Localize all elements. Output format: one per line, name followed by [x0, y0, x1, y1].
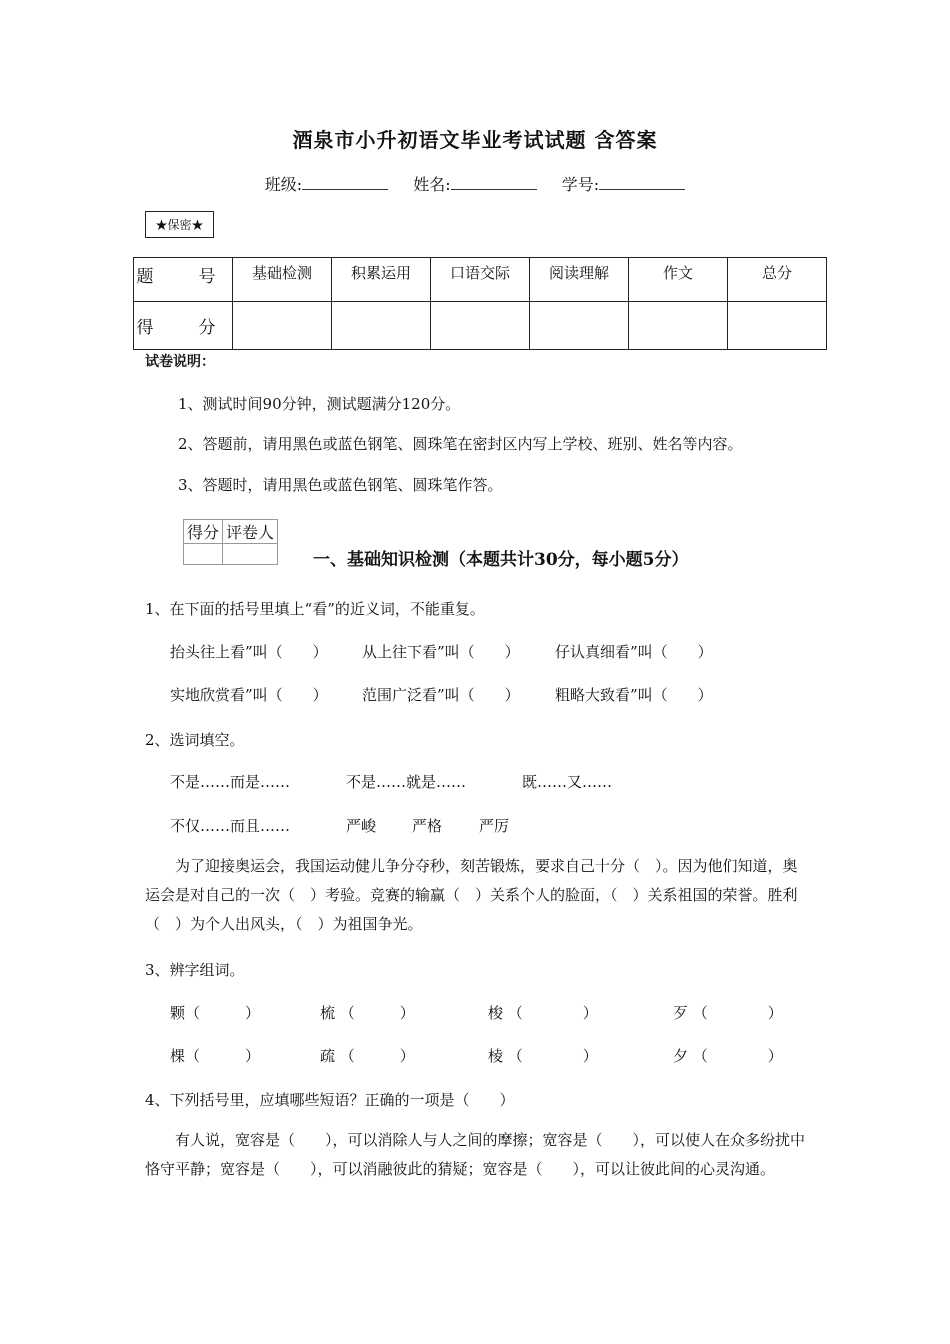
grader-score-label: 得分 [184, 520, 223, 544]
q2-option: 既……又…… [522, 773, 613, 791]
q4-paragraph: 有人说，宽容是（ ），可以消除人与人之间的摩擦；宽容是（ ），可以使人在众多纷扰中恪守平静；宽容是（ ），可以消融彼此的猜疑；宽容是（ ），可以让彼此间的心灵沟通。 [145, 1131, 806, 1178]
q1-item: 粗略大致看”叫（ ） [555, 686, 713, 704]
grader-box [183, 519, 278, 565]
class-label: 班级: [264, 175, 303, 194]
student-id-label: 学号: [561, 175, 600, 194]
q3-item: 梭 （ ） [488, 1004, 598, 1022]
name-field[interactable] [413, 175, 536, 194]
q3-item: 歹 （ ） [673, 1004, 783, 1022]
class-field[interactable] [265, 175, 388, 194]
name-blank[interactable] [451, 173, 537, 190]
question-1: 1、在下面的括号里填上“看”的近义词，不能重复。 [145, 600, 485, 618]
score-table-header: 口语交际 [431, 258, 530, 302]
score-cell[interactable] [530, 302, 629, 350]
section-title: 一、基础知识检测（本题共计30分，每小题5分） [313, 550, 689, 570]
q2-option: 不仅……而且…… [170, 817, 291, 835]
score-cell[interactable] [431, 302, 530, 350]
question-4: 4、下列括号里，应填哪些短语？正确的一项是（ ） [145, 1091, 515, 1109]
q1-item: 抬头往上看”叫（ ） [170, 643, 328, 661]
score-table-header: 总分 [728, 258, 827, 302]
student-info-line [0, 172, 950, 195]
score-cell[interactable] [629, 302, 728, 350]
class-blank[interactable] [302, 173, 388, 190]
q2-option: 不是……而是…… [170, 773, 291, 791]
q3-item: 棱 （ ） [488, 1047, 598, 1065]
grader-score-cell[interactable] [184, 544, 223, 565]
instruction-item: 3、答题时，请用黑色或蓝色钢笔、圆珠笔作答。 [178, 476, 503, 494]
score-cell[interactable] [332, 302, 431, 350]
question-3: 3、辨字组词。 [145, 961, 245, 979]
score-table-header-label: 题 号 [134, 258, 233, 302]
q1-item: 实地欣赏看”叫（ ） [170, 686, 328, 704]
q1-item: 范围广泛看”叫（ ） [362, 686, 520, 704]
confidential-badge: ★保密★ [145, 211, 214, 238]
score-table [133, 257, 827, 350]
grader-reviewer-cell[interactable] [223, 544, 278, 565]
instructions-heading: 试卷说明： [145, 354, 215, 370]
name-label: 姓名: [413, 175, 451, 194]
q3-item: 夕 （ ） [673, 1047, 783, 1065]
q2-option: 严格 [412, 817, 443, 835]
q3-item: 梳 （ ） [320, 1004, 415, 1022]
q3-item: 颗（ ） [170, 1004, 261, 1022]
q3-item: 疏 （ ） [320, 1047, 415, 1065]
score-table-header: 基础检测 [233, 258, 332, 302]
q3-item: 棵（ ） [170, 1047, 261, 1065]
q2-option: 严厉 [479, 817, 510, 835]
instruction-item: 2、答题前，请用黑色或蓝色钢笔、圆珠笔在密封区内写上学校、班别、姓名等内容。 [178, 435, 743, 453]
q2-option: 严峻 [346, 817, 377, 835]
student-id-field[interactable] [562, 175, 685, 194]
score-cell[interactable] [233, 302, 332, 350]
q2-paragraph: 为了迎接奥运会，我国运动健儿争分夺秒，刻苦锻炼，要求自己十分（ ）。因为他们知道，奥运会是对自己的一次（ ）考验。竞赛的输赢（ ）关系个人的脸面，（ ）关系祖国的荣誉。胜利（ ）为个人出风头，（ ）为祖国争光。 [145, 857, 798, 933]
student-id-blank[interactable] [599, 173, 685, 190]
score-cell[interactable] [728, 302, 827, 350]
page-title: 酒泉市小升初语文毕业考试试题 含答案 [292, 128, 658, 152]
score-table-header: 作文 [629, 258, 728, 302]
grader-reviewer-label: 评卷人 [223, 520, 278, 544]
instruction-item: 1、测试时间90分钟，测试题满分120分。 [178, 395, 461, 413]
q2-option: 不是……就是…… [346, 773, 467, 791]
score-table-header: 积累运用 [332, 258, 431, 302]
score-row-label: 得 分 [134, 302, 233, 350]
score-table-header: 阅读理解 [530, 258, 629, 302]
question-2: 2、选词填空。 [145, 731, 245, 749]
q1-item: 仔认真细看”叫（ ） [555, 643, 713, 661]
q1-item: 从上往下看”叫（ ） [362, 643, 520, 661]
